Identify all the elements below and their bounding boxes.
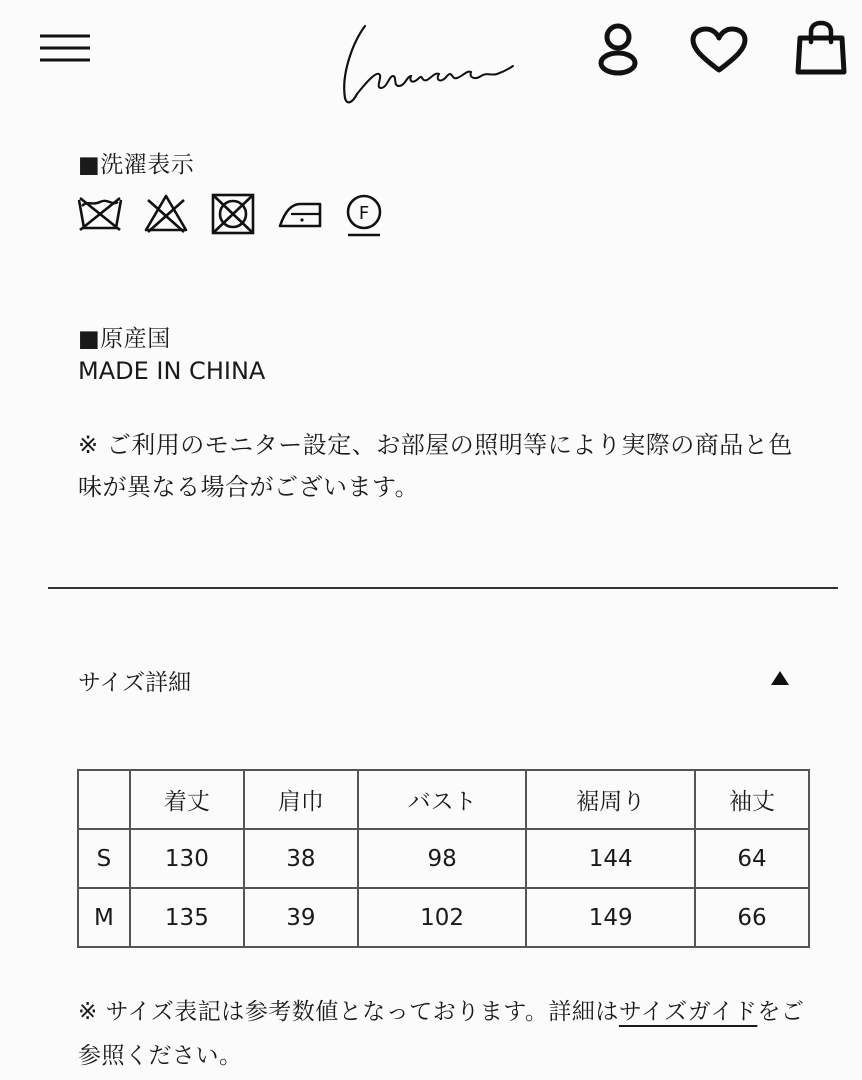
dry-clean-f-icon [342,192,386,244]
table-header-cell: バスト [358,770,527,829]
table-cell: 38 [244,829,358,888]
table-header-cell: 着丈 [130,770,244,829]
table-cell: 98 [358,829,527,888]
heart-icon[interactable] [690,26,748,74]
iron-low-icon [276,192,324,240]
size-note [78,990,818,1078]
table-header-cell [78,770,130,829]
table-row [78,888,809,947]
origin-heading: ■原産国 [78,326,171,352]
care-icons [76,192,396,240]
table-cell: 130 [130,829,244,888]
origin-value: MADE IN CHINA [78,357,266,385]
table-cell: M [78,888,130,947]
section-divider [48,587,838,589]
table-cell: S [78,829,130,888]
table-cell: 64 [695,829,809,888]
table-cell: 66 [695,888,809,947]
collapse-arrow-icon[interactable] [770,669,790,691]
table-cell: 149 [526,888,695,947]
table-header-cell: 袖丈 [695,770,809,829]
size-details-toggle[interactable] [48,650,838,710]
table-header-cell: 裾周り [526,770,695,829]
size-note-prefix: ※ サイズ表記は参考数値となっております。詳細は [78,999,619,1025]
color-notice: ※ ご利用のモニター設定、お部屋の照明等により実際の商品と色味が異なる場合がございます。 [78,431,793,501]
no-bleach-icon [142,192,190,240]
table-cell: 39 [244,888,358,947]
size-table [77,769,810,948]
size-details-title: サイズ詳細 [78,670,192,696]
svg-text:F: F [358,203,370,224]
table-row [78,829,809,888]
brand-logo[interactable] [335,14,520,110]
care-heading: ■洗濯表示 [78,152,195,178]
table-cell: 144 [526,829,695,888]
menu-icon[interactable] [38,32,92,64]
table-header-cell: 肩巾 [244,770,358,829]
size-note-suffix: をご参照ください。 [78,999,805,1069]
user-icon[interactable] [594,22,642,76]
no-wash-icon [76,192,124,240]
table-header-row [78,770,809,829]
no-tumble-dry-icon [210,192,256,240]
size-guide-link[interactable]: サイズガイド [618,999,758,1025]
site-header [0,0,862,120]
table-cell: 135 [130,888,244,947]
table-cell: 102 [358,888,527,947]
shopping-bag-icon[interactable] [794,20,848,76]
